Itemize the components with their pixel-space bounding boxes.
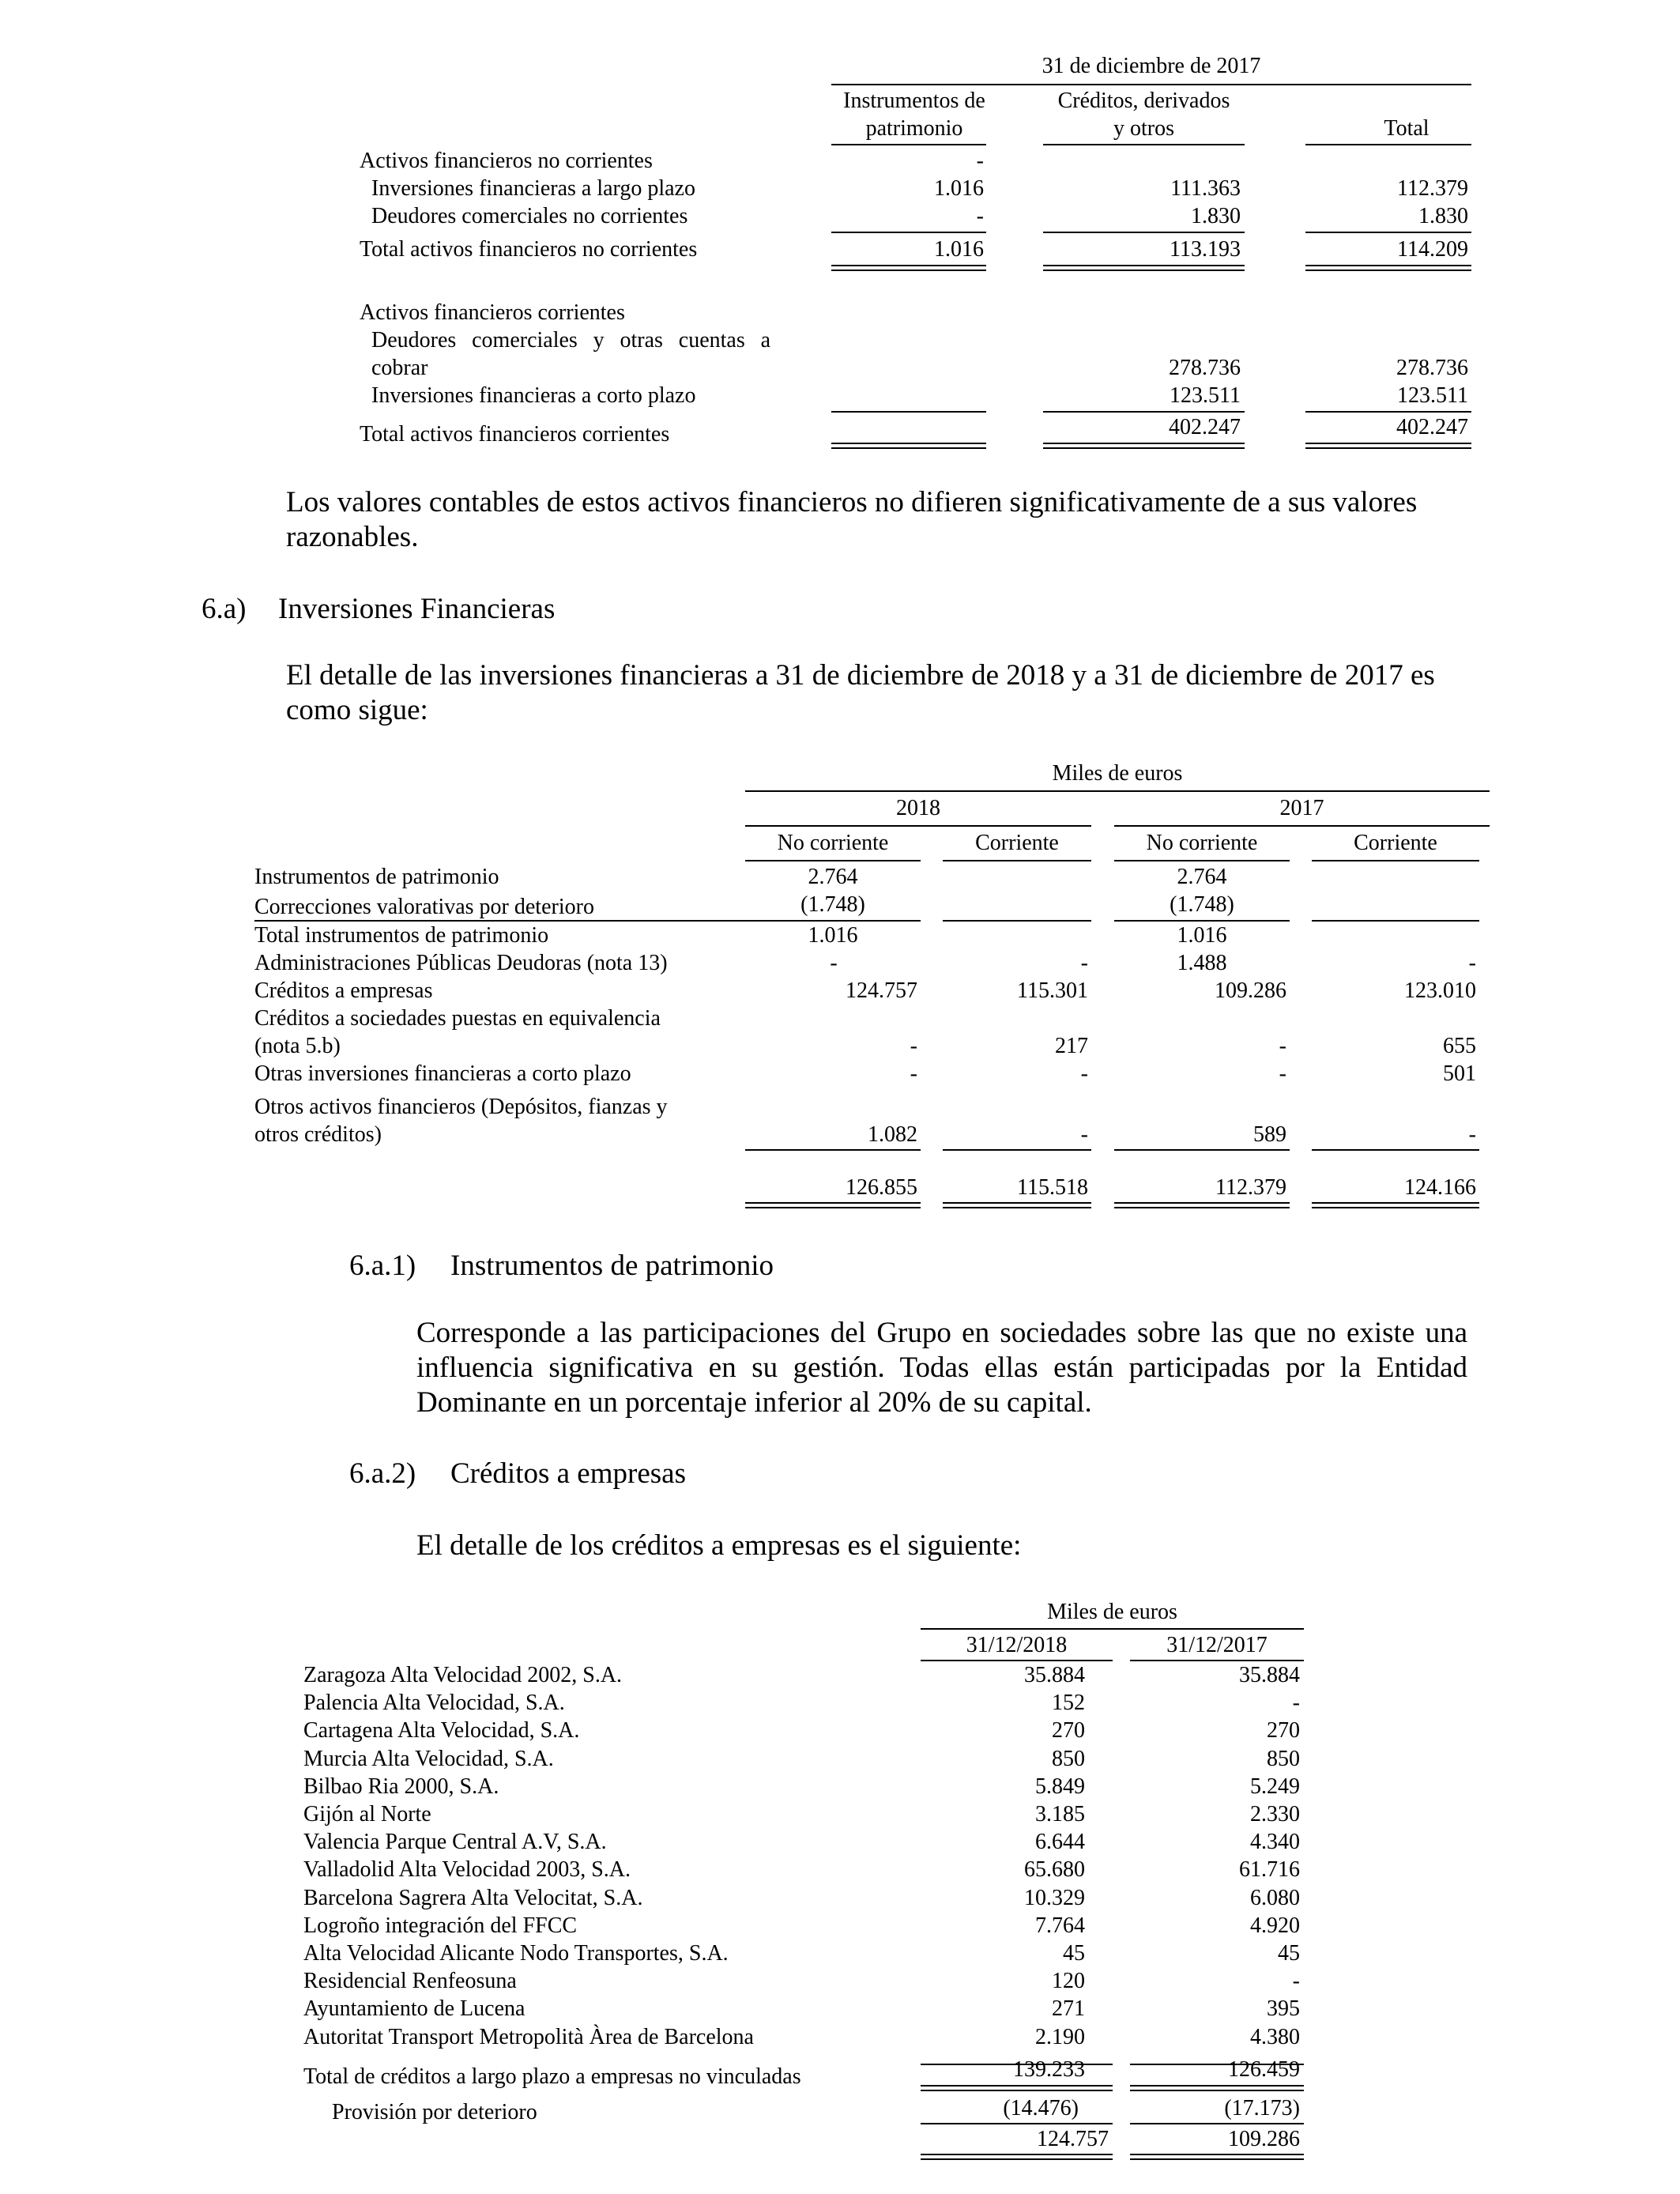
table3-row-label: Murcia Alta Velocidad, S.A.	[303, 1747, 554, 1771]
paragraph-corresponde-line1: Corresponde a las participaciones del Grupo en sociedades sobre las que no existe una	[416, 1317, 1467, 1349]
table3-row-label: Logroño integración del FFCC	[303, 1913, 578, 1938]
table3-total-cell: 126.459	[1228, 2057, 1300, 2082]
table3-cell: 10.329	[1024, 1886, 1085, 1910]
table3-col-2018: 31/12/2018	[966, 1633, 1068, 1657]
table1-cell: 278.736	[1396, 356, 1468, 380]
table3-col-2017: 31/12/2017	[1166, 1633, 1268, 1657]
table1-cell: 1.830	[1418, 204, 1468, 228]
table2-total-cell: 124.166	[1404, 1175, 1476, 1200]
table3-cell: 120	[1052, 1969, 1085, 1993]
table2-cell: 115.301	[1017, 978, 1088, 1003]
table1-col1-header-line2: patrimonio	[865, 116, 963, 141]
table3-provision-label: Provisión por deterioro	[332, 2100, 537, 2124]
table2-row-label: Otras inversiones financieras a corto plazo	[254, 1061, 631, 1086]
table1-cell: 278.736	[1169, 356, 1241, 380]
table2-cell: -	[910, 1034, 917, 1058]
table2-row-label-line2: otros créditos)	[254, 1122, 382, 1147]
table2-units: Miles de euros	[1052, 761, 1183, 786]
table2-cell: 589	[1253, 1122, 1286, 1147]
table1-total2-label: Total activos financieros corrientes	[360, 422, 670, 447]
table2-year-2018: 2018	[896, 796, 940, 820]
table3-cell: 5.249	[1250, 1774, 1300, 1799]
table1-section1-title-value: -	[976, 149, 984, 173]
table1-col3-header: Total	[1384, 116, 1430, 141]
table1-row-label: Inversiones financieras a largo plazo	[371, 176, 695, 201]
table3-units: Miles de euros	[1047, 1600, 1177, 1624]
table2-row-label: Créditos a empresas	[254, 978, 433, 1003]
paragraph-valores-line2: razonables.	[286, 521, 419, 553]
table2-total-cell: 112.379	[1215, 1175, 1286, 1200]
table2-cell: -	[1279, 1061, 1286, 1086]
table2-cell: 655	[1443, 1034, 1476, 1058]
table1-total-cell: 402.247	[1396, 415, 1468, 439]
table3-cell: 395	[1267, 1996, 1300, 2021]
table3-net-cell: 124.757	[1037, 2127, 1109, 2151]
table2-row-label-line2: (nota 5.b)	[254, 1034, 341, 1058]
table2-cell: 109.286	[1215, 978, 1286, 1003]
table1-section2-row1-label-line2: cobrar	[371, 356, 428, 380]
table3-net-cell: 109.286	[1228, 2127, 1300, 2151]
section-6a-number: 6.a)	[202, 593, 247, 625]
table3-cell: 4.380	[1250, 2025, 1300, 2049]
table3-total-label: Total de créditos a largo plazo a empresas no vinculadas	[303, 2064, 801, 2089]
table3-cell: 4.920	[1250, 1913, 1300, 1938]
table3-row-label: Valladolid Alta Velocidad 2003, S.A.	[303, 1857, 631, 1882]
table3-cell: 7.764	[1035, 1913, 1085, 1938]
section-6a1-title: Instrumentos de patrimonio	[450, 1250, 774, 1282]
table3-cell: 35.884	[1024, 1663, 1085, 1687]
table2-cell: -	[1468, 1122, 1476, 1147]
table3-cell: 152	[1052, 1691, 1085, 1715]
paragraph-detalle-line1: El detalle de las inversiones financieras a 31 de diciembre de 2018 y a 31 de diciembre de 2017 es	[286, 659, 1435, 692]
table3-cell: -	[1292, 1969, 1300, 1993]
table3-row-label: Bilbao Ria 2000, S.A.	[303, 1774, 499, 1799]
table3-cell: 2.190	[1035, 2025, 1085, 2049]
table2-cell: -	[910, 1061, 917, 1086]
table1-row-label: Deudores comerciales no corrientes	[371, 204, 688, 228]
table1-section1-title: Activos financieros no corrientes	[360, 149, 653, 173]
paragraph-valores-line1: Los valores contables de estos activos financieros no difieren significativamente de a sus valores	[286, 486, 1418, 518]
table1-total-cell: 114.209	[1397, 237, 1468, 262]
table2-total-cell: 126.855	[846, 1175, 917, 1200]
table3-cell: 2.330	[1250, 1802, 1300, 1826]
table1-section2-title: Activos financieros corrientes	[360, 300, 625, 325]
table1-row-label: Inversiones financieras a corto plazo	[371, 383, 696, 408]
table2-header-no-corriente: No corriente	[777, 831, 889, 855]
table1-cell: 123.511	[1397, 383, 1468, 408]
table2-cell: -	[1080, 1061, 1088, 1086]
table2-row-label: Administraciones Públicas Deudoras (nota 13)	[254, 951, 668, 975]
table3-row-label: Zaragoza Alta Velocidad 2002, S.A.	[303, 1663, 623, 1687]
table2-cell: -	[1080, 1122, 1088, 1147]
table1-total1-label: Total activos financieros no corrientes	[360, 237, 698, 262]
table2-header-corriente: Corriente	[975, 831, 1059, 855]
paragraph-detalle-creditos: El detalle de los créditos a empresas es el siguiente:	[416, 1529, 1022, 1562]
table3-row-label: Valencia Parque Central A.V, S.A.	[303, 1830, 607, 1854]
table2-row-label: Correcciones valorativas por deterioro	[254, 895, 594, 919]
table1-col2-header-line1: Créditos, derivados	[1057, 89, 1230, 113]
table2-cell: -	[1468, 951, 1476, 975]
table1-col1-header-line1: Instrumentos de	[843, 89, 985, 113]
table2-row-label: Instrumentos de patrimonio	[254, 865, 499, 889]
table3-cell: 270	[1052, 1718, 1085, 1743]
table2-cell: -	[1080, 951, 1088, 975]
table3-cell: 45	[1278, 1941, 1300, 1966]
table3-cell: 850	[1052, 1747, 1085, 1771]
table2-cell: -	[1279, 1034, 1286, 1058]
table3-row-label: Gijón al Norte	[303, 1802, 431, 1826]
table2-cell: 124.757	[846, 978, 917, 1003]
table3-cell: 4.340	[1250, 1830, 1300, 1854]
table2-year-2017: 2017	[1279, 796, 1324, 820]
table2-total-cell: 115.518	[1017, 1175, 1088, 1200]
table3-cell: 5.849	[1035, 1774, 1085, 1799]
table2-cell: 217	[1055, 1034, 1088, 1058]
table1-total-cell: 1.016	[934, 237, 984, 262]
table3-row-label: Residencial Renfeosuna	[303, 1969, 517, 1993]
table2-cell: 123.010	[1404, 978, 1476, 1003]
section-6a2-number: 6.a.2)	[349, 1457, 416, 1490]
section-6a2-title: Créditos a empresas	[450, 1457, 686, 1490]
table1-cell: 1.830	[1191, 204, 1241, 228]
table2-cell: (1.748)	[1170, 892, 1234, 917]
table3-cell: 850	[1267, 1747, 1300, 1771]
table3-provision-cell: (17.173)	[1224, 2096, 1300, 2120]
table2-row-label: Total instrumentos de patrimonio	[254, 923, 549, 948]
paragraph-detalle-line2: como sigue:	[286, 694, 428, 726]
table2-cell: (1.748)	[800, 892, 865, 917]
table3-cell: 35.884	[1239, 1663, 1300, 1687]
table2-header-corriente: Corriente	[1354, 831, 1437, 855]
table2-cell: 2.764	[808, 865, 858, 889]
table2-header-no-corriente: No corriente	[1146, 831, 1258, 855]
table2-row-label-line1: Créditos a sociedades puestas en equivalencia	[254, 1006, 661, 1031]
table3-row-label: Barcelona Sagrera Alta Velocitat, S.A.	[303, 1886, 643, 1910]
table3-row-label: Palencia Alta Velocidad, S.A.	[303, 1691, 565, 1715]
table1-cell: 123.511	[1170, 383, 1241, 408]
table1-total-cell: 113.193	[1170, 237, 1241, 262]
table2-cell: 1.016	[808, 923, 858, 948]
table1-cell: 1.016	[934, 176, 984, 201]
table2-cell: -	[830, 951, 838, 975]
section-6a1-number: 6.a.1)	[349, 1250, 416, 1282]
table3-cell: 3.185	[1035, 1802, 1085, 1826]
table1-date-header: 31 de diciembre de 2017	[1042, 54, 1261, 78]
section-6a-title: Inversiones Financieras	[278, 593, 556, 625]
table2-row-label-line1: Otros activos financieros (Depósitos, fianzas y	[254, 1095, 668, 1119]
paragraph-corresponde-line2: influencia significativa en su gestión. Todas ellas están participadas por la Entidad	[416, 1351, 1467, 1384]
paragraph-corresponde-line3: Dominante en un porcentaje inferior al 20% de su capital.	[416, 1386, 1092, 1419]
table1-section2-row1-label-line1: Deudores comerciales y otras cuentas a	[371, 328, 770, 352]
table2-cell: 1.016	[1177, 923, 1227, 948]
table3-cell: 45	[1063, 1941, 1085, 1966]
table3-total-cell: 139.233	[1013, 2057, 1085, 2082]
table2-cell: 1.488	[1177, 951, 1227, 975]
table3-cell: 6.080	[1250, 1886, 1300, 1910]
table3-row-label: Ayuntamiento de Lucena	[303, 1996, 525, 2021]
table1-total-cell: 402.247	[1169, 415, 1241, 439]
table1-cell: -	[976, 204, 984, 228]
table3-row-label: Autoritat Transport Metropolità Àrea de Barcelona	[303, 2025, 754, 2049]
table3-row-label: Cartagena Alta Velocidad, S.A.	[303, 1718, 580, 1743]
table1-cell: 111.363	[1170, 176, 1241, 201]
table1-cell: 112.379	[1397, 176, 1468, 201]
table3-provision-cell: (14.476)	[1003, 2096, 1079, 2120]
table2-cell: 1.082	[868, 1122, 917, 1147]
table2-cell: 2.764	[1177, 865, 1227, 889]
table2-cell: 501	[1443, 1061, 1476, 1086]
table3-cell: 65.680	[1024, 1857, 1085, 1882]
table3-cell: 271	[1052, 1996, 1085, 2021]
table3-cell: 6.644	[1035, 1830, 1085, 1854]
table3-cell: 61.716	[1239, 1857, 1300, 1882]
table3-cell: -	[1292, 1691, 1300, 1715]
table3-cell: 270	[1267, 1718, 1300, 1743]
table3-row-label: Alta Velocidad Alicante Nodo Transportes, S.A.	[303, 1941, 729, 1966]
table1-col2-header-line2: y otros	[1113, 116, 1174, 141]
